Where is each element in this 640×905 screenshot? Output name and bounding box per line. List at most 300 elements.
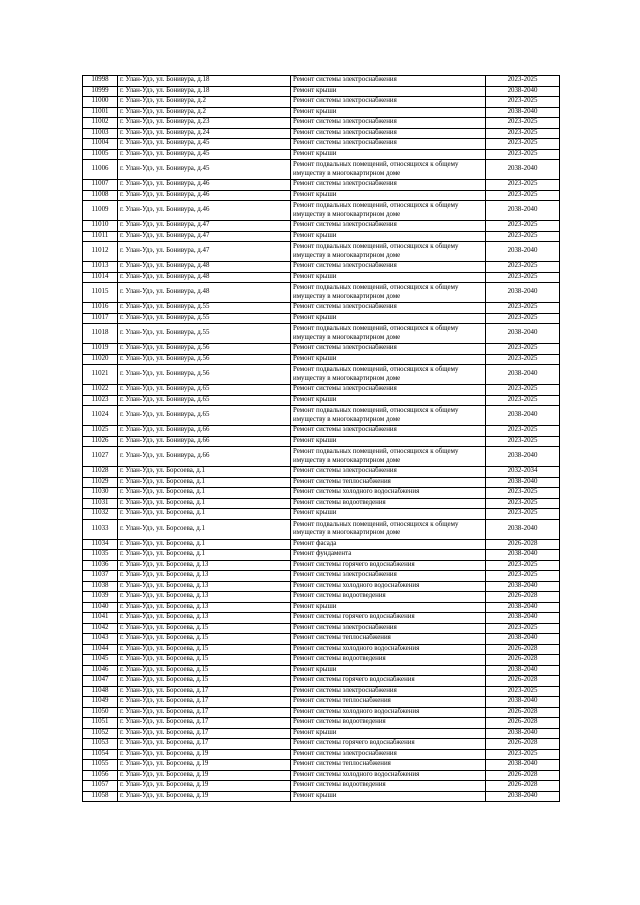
table-row: [83, 426, 560, 437]
row-period: 2038-2040: [486, 613, 560, 624]
table-row: [83, 107, 560, 118]
row-number: 11030: [83, 488, 118, 499]
row-number: 10998: [83, 76, 118, 87]
row-address: г. Улан-Удэ, ул. Борсоева, д.19: [118, 781, 291, 792]
row-period: 2023-2025: [486, 344, 560, 355]
row-period: 2026-2028: [486, 707, 560, 718]
row-period: 2023-2025: [486, 313, 560, 324]
row-number: 11015: [83, 283, 118, 303]
row-number: 11005: [83, 149, 118, 160]
row-address: г. Улан-Удэ, ул. Бонивура, д.47: [118, 242, 291, 262]
table-row: [83, 190, 560, 201]
table-row: [83, 791, 560, 802]
row-period: 2023-2025: [486, 180, 560, 191]
row-number: 11026: [83, 436, 118, 447]
row-period: 2038-2040: [486, 760, 560, 771]
table-row: [83, 406, 560, 426]
row-period: 2038-2040: [486, 447, 560, 467]
row-address: г. Улан-Удэ, ул. Бонивура, д.55: [118, 324, 291, 344]
table-row: [83, 303, 560, 314]
row-work-type: Ремонт крыши: [291, 602, 486, 613]
row-period: 2023-2025: [486, 190, 560, 201]
table-row: [83, 739, 560, 750]
row-work-type: Ремонт системы горячего водоснабжения: [291, 739, 486, 750]
row-address: г. Улан-Удэ, ул. Борсоева, д.1: [118, 519, 291, 539]
row-period: 2023-2025: [486, 560, 560, 571]
row-period: 2038-2040: [486, 697, 560, 708]
row-address: г. Улан-Удэ, ул. Бонивура, д.46: [118, 180, 291, 191]
table-row: [83, 498, 560, 509]
table-row: [83, 180, 560, 191]
row-work-type: Ремонт подвальных помещений, относящихся к общему имуществу в многоквартирном доме: [291, 365, 486, 385]
row-address: г. Улан-Удэ, ул. Бонивура, д.56: [118, 344, 291, 355]
row-number: 11051: [83, 718, 118, 729]
row-number: 11007: [83, 180, 118, 191]
row-number: 11000: [83, 97, 118, 108]
row-work-type: Ремонт системы холодного водоснабжения: [291, 707, 486, 718]
table-row: [83, 242, 560, 262]
table-row: [83, 602, 560, 613]
row-address: г. Улан-Удэ, ул. Борсоева, д.1: [118, 498, 291, 509]
row-address: г. Улан-Удэ, ул. Борсоева, д.1: [118, 467, 291, 478]
table-row: [83, 149, 560, 160]
row-address: г. Улан-Удэ, ул. Борсоева, д.15: [118, 623, 291, 634]
row-work-type: Ремонт крыши: [291, 231, 486, 242]
row-work-type: Ремонт системы электроснабжения: [291, 571, 486, 582]
row-period: 2023-2025: [486, 97, 560, 108]
row-work-type: Ремонт крыши: [291, 272, 486, 283]
row-period: 2023-2025: [486, 498, 560, 509]
row-address: г. Улан-Удэ, ул. Бонивура, д.66: [118, 436, 291, 447]
table-row: [83, 781, 560, 792]
row-period: 2038-2040: [486, 242, 560, 262]
table-row: [83, 201, 560, 221]
row-period: 2026-2028: [486, 781, 560, 792]
row-work-type: Ремонт подвальных помещений, относящихся к общему имуществу в многоквартирном доме: [291, 283, 486, 303]
row-work-type: Ремонт крыши: [291, 190, 486, 201]
row-work-type: Ремонт крыши: [291, 86, 486, 97]
row-number: 11003: [83, 128, 118, 139]
row-period: 2023-2025: [486, 149, 560, 160]
row-period: 2026-2028: [486, 655, 560, 666]
row-period: 2023-2025: [486, 221, 560, 232]
row-number: 11044: [83, 644, 118, 655]
row-period: 2026-2028: [486, 676, 560, 687]
table-row: [83, 488, 560, 499]
row-work-type: Ремонт системы водоотведения: [291, 781, 486, 792]
row-work-type: Ремонт системы теплоснабжения: [291, 634, 486, 645]
row-work-type: Ремонт системы водоотведения: [291, 592, 486, 603]
row-period: 2038-2040: [486, 477, 560, 488]
row-address: г. Улан-Удэ, ул. Борсоева, д.13: [118, 571, 291, 582]
row-number: 11029: [83, 477, 118, 488]
row-number: 11043: [83, 634, 118, 645]
row-work-type: Ремонт крыши: [291, 354, 486, 365]
row-address: г. Улан-Удэ, ул. Бонивура, д.48: [118, 283, 291, 303]
table-row: [83, 467, 560, 478]
table-row: [83, 477, 560, 488]
row-number: 11040: [83, 602, 118, 613]
table-row: [83, 283, 560, 303]
table-row: [83, 519, 560, 539]
row-work-type: Ремонт подвальных помещений, относящихся к общему имуществу в многоквартирном доме: [291, 406, 486, 426]
row-number: 11025: [83, 426, 118, 437]
row-period: 2023-2025: [486, 231, 560, 242]
row-period: 2038-2040: [486, 201, 560, 221]
table-row: [83, 365, 560, 385]
table-row: [83, 634, 560, 645]
row-work-type: Ремонт подвальных помещений, относящихся к общему имуществу в многоквартирном доме: [291, 447, 486, 467]
row-work-type: Ремонт подвальных помещений, относящихся к общему имуществу в многоквартирном доме: [291, 242, 486, 262]
row-number: 11023: [83, 395, 118, 406]
row-address: г. Улан-Удэ, ул. Бонивура, д.45: [118, 160, 291, 180]
row-address: г. Улан-Удэ, ул. Бонивура, д.18: [118, 86, 291, 97]
table-row: [83, 436, 560, 447]
table-body: [83, 76, 560, 802]
row-period: 2038-2040: [486, 581, 560, 592]
row-work-type: Ремонт системы электроснабжения: [291, 623, 486, 634]
row-number: 11058: [83, 791, 118, 802]
row-address: г. Улан-Удэ, ул. Бонивура, д.65: [118, 385, 291, 396]
row-period: 2038-2040: [486, 86, 560, 97]
row-number: 11037: [83, 571, 118, 582]
row-address: г. Улан-Удэ, ул. Борсоева, д.17: [118, 697, 291, 708]
row-address: г. Улан-Удэ, ул. Борсоева, д.13: [118, 581, 291, 592]
row-address: г. Улан-Удэ, ул. Борсоева, д.19: [118, 791, 291, 802]
row-work-type: Ремонт системы электроснабжения: [291, 385, 486, 396]
row-address: г. Улан-Удэ, ул. Бонивура, д.66: [118, 447, 291, 467]
row-period: 2038-2040: [486, 324, 560, 344]
row-period: 2038-2040: [486, 365, 560, 385]
row-address: г. Улан-Удэ, ул. Борсоева, д.1: [118, 488, 291, 499]
row-address: г. Улан-Удэ, ул. Борсоева, д.1: [118, 539, 291, 550]
row-address: г. Улан-Удэ, ул. Бонивура, д.56: [118, 354, 291, 365]
table-row: [83, 385, 560, 396]
row-number: 11053: [83, 739, 118, 750]
row-number: 11048: [83, 686, 118, 697]
row-period: 2038-2040: [486, 634, 560, 645]
row-address: г. Улан-Удэ, ул. Бонивура, д.47: [118, 221, 291, 232]
row-address: г. Улан-Удэ, ул. Бонивура, д.47: [118, 231, 291, 242]
row-number: 11047: [83, 676, 118, 687]
table-row: [83, 644, 560, 655]
row-period: 2038-2040: [486, 283, 560, 303]
row-address: г. Улан-Удэ, ул. Бонивура, д.56: [118, 365, 291, 385]
table-row: [83, 560, 560, 571]
row-work-type: Ремонт подвальных помещений, относящихся к общему имуществу в многоквартирном доме: [291, 519, 486, 539]
row-work-type: Ремонт фасада: [291, 539, 486, 550]
row-work-type: Ремонт системы электроснабжения: [291, 76, 486, 87]
row-number: 11019: [83, 344, 118, 355]
row-number: 10999: [83, 86, 118, 97]
row-number: 11014: [83, 272, 118, 283]
row-period: 2023-2025: [486, 749, 560, 760]
row-work-type: Ремонт подвальных помещений, относящихся к общему имуществу в многоквартирном доме: [291, 324, 486, 344]
row-address: г. Улан-Удэ, ул. Борсоева, д.15: [118, 634, 291, 645]
row-work-type: Ремонт системы горячего водоснабжения: [291, 560, 486, 571]
row-number: 11049: [83, 697, 118, 708]
row-number: 11038: [83, 581, 118, 592]
row-address: г. Улан-Удэ, ул. Борсоева, д.15: [118, 644, 291, 655]
table-row: [83, 760, 560, 771]
row-address: г. Улан-Удэ, ул. Бонивура, д.46: [118, 190, 291, 201]
row-address: г. Улан-Удэ, ул. Борсоева, д.17: [118, 707, 291, 718]
row-number: 11027: [83, 447, 118, 467]
row-address: г. Улан-Удэ, ул. Бонивура, д.46: [118, 201, 291, 221]
row-work-type: Ремонт подвальных помещений, относящихся к общему имуществу в многоквартирном доме: [291, 160, 486, 180]
row-address: г. Улан-Удэ, ул. Бонивура, д.24: [118, 128, 291, 139]
row-work-type: Ремонт системы электроснабжения: [291, 128, 486, 139]
row-number: 11024: [83, 406, 118, 426]
row-period: 2026-2028: [486, 770, 560, 781]
row-number: 11039: [83, 592, 118, 603]
row-period: 2032-2034: [486, 467, 560, 478]
table-row: [83, 697, 560, 708]
row-number: 11035: [83, 550, 118, 561]
row-work-type: Ремонт системы электроснабжения: [291, 97, 486, 108]
row-address: г. Улан-Удэ, ул. Борсоева, д.15: [118, 676, 291, 687]
row-period: 2023-2025: [486, 303, 560, 314]
table-row: [83, 550, 560, 561]
row-number: 11017: [83, 313, 118, 324]
row-work-type: Ремонт системы электроснабжения: [291, 426, 486, 437]
table-row: [83, 86, 560, 97]
row-address: г. Улан-Удэ, ул. Бонивура, д.48: [118, 272, 291, 283]
row-number: 11022: [83, 385, 118, 396]
row-period: 2023-2025: [486, 426, 560, 437]
row-period: 2026-2028: [486, 718, 560, 729]
row-period: 2038-2040: [486, 160, 560, 180]
row-work-type: Ремонт системы холодного водоснабжения: [291, 770, 486, 781]
row-address: г. Улан-Удэ, ул. Борсоева, д.1: [118, 477, 291, 488]
row-address: г. Улан-Удэ, ул. Борсоева, д.1: [118, 509, 291, 520]
row-address: г. Улан-Удэ, ул. Борсоева, д.19: [118, 770, 291, 781]
row-number: 11036: [83, 560, 118, 571]
row-period: 2038-2040: [486, 406, 560, 426]
row-number: 11001: [83, 107, 118, 118]
row-number: 11010: [83, 221, 118, 232]
row-period: 2023-2025: [486, 395, 560, 406]
row-period: 2038-2040: [486, 791, 560, 802]
table-row: [83, 118, 560, 129]
row-number: 11021: [83, 365, 118, 385]
row-address: г. Улан-Удэ, ул. Бонивура, д.65: [118, 406, 291, 426]
table-row: [83, 97, 560, 108]
row-number: 11018: [83, 324, 118, 344]
row-number: 11055: [83, 760, 118, 771]
table-row: [83, 128, 560, 139]
row-address: г. Улан-Удэ, ул. Бонивура, д.23: [118, 118, 291, 129]
table-row: [83, 509, 560, 520]
row-period: 2023-2025: [486, 686, 560, 697]
table-row: [83, 324, 560, 344]
row-number: 11054: [83, 749, 118, 760]
table-row: [83, 344, 560, 355]
row-number: 11020: [83, 354, 118, 365]
row-period: 2023-2025: [486, 571, 560, 582]
row-address: г. Улан-Удэ, ул. Борсоева, д.17: [118, 686, 291, 697]
row-work-type: Ремонт крыши: [291, 436, 486, 447]
row-number: 11034: [83, 539, 118, 550]
table-row: [83, 139, 560, 150]
row-period: 2023-2025: [486, 488, 560, 499]
row-number: 11041: [83, 613, 118, 624]
table-row: [83, 718, 560, 729]
row-work-type: Ремонт крыши: [291, 791, 486, 802]
row-address: г. Улан-Удэ, ул. Борсоева, д.17: [118, 728, 291, 739]
row-work-type: Ремонт системы горячего водоснабжения: [291, 676, 486, 687]
table-row: [83, 313, 560, 324]
row-address: г. Улан-Удэ, ул. Борсоева, д.13: [118, 613, 291, 624]
table-row: [83, 160, 560, 180]
table-row: [83, 262, 560, 273]
row-address: г. Улан-Удэ, ул. Бонивура, д.45: [118, 139, 291, 150]
row-address: г. Улан-Удэ, ул. Борсоева, д.19: [118, 749, 291, 760]
row-number: 11031: [83, 498, 118, 509]
row-number: 11013: [83, 262, 118, 273]
row-period: 2026-2028: [486, 539, 560, 550]
row-period: 2038-2040: [486, 665, 560, 676]
row-address: г. Улан-Удэ, ул. Бонивура, д.18: [118, 76, 291, 87]
table-row: [83, 395, 560, 406]
row-period: 2038-2040: [486, 519, 560, 539]
table-row: [83, 686, 560, 697]
table-row: [83, 272, 560, 283]
row-number: 11057: [83, 781, 118, 792]
row-number: 11009: [83, 201, 118, 221]
table-row: [83, 76, 560, 87]
table-row: [83, 707, 560, 718]
row-work-type: Ремонт системы электроснабжения: [291, 686, 486, 697]
row-work-type: Ремонт системы водоотведения: [291, 718, 486, 729]
row-address: г. Улан-Удэ, ул. Бонивура, д.55: [118, 313, 291, 324]
table-row: [83, 447, 560, 467]
table-row: [83, 539, 560, 550]
row-work-type: Ремонт системы холодного водоснабжения: [291, 644, 486, 655]
row-number: 11012: [83, 242, 118, 262]
row-number: 11052: [83, 728, 118, 739]
row-period: 2023-2025: [486, 354, 560, 365]
row-address: г. Улан-Удэ, ул. Бонивура, д.45: [118, 149, 291, 160]
row-period: 2023-2025: [486, 76, 560, 87]
row-number: 11032: [83, 509, 118, 520]
row-number: 11004: [83, 139, 118, 150]
row-work-type: Ремонт крыши: [291, 395, 486, 406]
table-row: [83, 770, 560, 781]
row-period: 2038-2040: [486, 602, 560, 613]
table-row: [83, 623, 560, 634]
row-work-type: Ремонт системы горячего водоснабжения: [291, 613, 486, 624]
row-work-type: Ремонт системы электроснабжения: [291, 139, 486, 150]
row-work-type: Ремонт системы электроснабжения: [291, 262, 486, 273]
row-period: 2026-2028: [486, 739, 560, 750]
row-period: 2023-2025: [486, 128, 560, 139]
row-number: 11006: [83, 160, 118, 180]
table-row: [83, 728, 560, 739]
row-address: г. Улан-Удэ, ул. Бонивура, д.48: [118, 262, 291, 273]
row-period: 2023-2025: [486, 139, 560, 150]
row-number: 11002: [83, 118, 118, 129]
table-row: [83, 231, 560, 242]
row-address: г. Улан-Удэ, ул. Борсоева, д.15: [118, 655, 291, 666]
row-work-type: Ремонт системы теплоснабжения: [291, 760, 486, 771]
row-address: г. Улан-Удэ, ул. Бонивура, д.66: [118, 426, 291, 437]
row-address: г. Улан-Удэ, ул. Борсоева, д.13: [118, 560, 291, 571]
table-row: [83, 221, 560, 232]
row-address: г. Улан-Удэ, ул. Борсоева, д.13: [118, 602, 291, 613]
row-work-type: Ремонт системы электроснабжения: [291, 180, 486, 191]
row-number: 11050: [83, 707, 118, 718]
row-number: 11016: [83, 303, 118, 314]
row-number: 11011: [83, 231, 118, 242]
table-row: [83, 655, 560, 666]
row-work-type: Ремонт системы электроснабжения: [291, 467, 486, 478]
row-number: 11056: [83, 770, 118, 781]
repair-schedule-table: [82, 75, 560, 802]
row-period: 2038-2040: [486, 550, 560, 561]
row-number: 11046: [83, 665, 118, 676]
row-period: 2026-2028: [486, 592, 560, 603]
row-address: г. Улан-Удэ, ул. Борсоева, д.15: [118, 665, 291, 676]
row-address: г. Улан-Удэ, ул. Бонивура, д.2: [118, 97, 291, 108]
row-number: 11033: [83, 519, 118, 539]
row-work-type: Ремонт крыши: [291, 665, 486, 676]
row-number: 11045: [83, 655, 118, 666]
row-period: 2023-2025: [486, 385, 560, 396]
row-work-type: Ремонт системы электроснабжения: [291, 221, 486, 232]
row-work-type: Ремонт системы электроснабжения: [291, 303, 486, 314]
row-address: г. Улан-Удэ, ул. Борсоева, д.19: [118, 760, 291, 771]
row-work-type: Ремонт системы холодного водоснабжения: [291, 488, 486, 499]
row-address: г. Улан-Удэ, ул. Бонивура, д.55: [118, 303, 291, 314]
table-row: [83, 676, 560, 687]
row-work-type: Ремонт системы водоотведения: [291, 655, 486, 666]
row-period: 2026-2028: [486, 644, 560, 655]
table-row: [83, 571, 560, 582]
row-address: г. Улан-Удэ, ул. Борсоева, д.17: [118, 739, 291, 750]
row-address: г. Улан-Удэ, ул. Борсоева, д.13: [118, 592, 291, 603]
row-work-type: Ремонт системы водоотведения: [291, 498, 486, 509]
row-number: 11008: [83, 190, 118, 201]
table-row: [83, 592, 560, 603]
row-work-type: Ремонт системы теплоснабжения: [291, 697, 486, 708]
row-work-type: Ремонт крыши: [291, 149, 486, 160]
row-work-type: Ремонт крыши: [291, 728, 486, 739]
row-work-type: Ремонт крыши: [291, 313, 486, 324]
table-row: [83, 354, 560, 365]
row-work-type: Ремонт системы теплоснабжения: [291, 477, 486, 488]
row-work-type: Ремонт системы электроснабжения: [291, 344, 486, 355]
row-work-type: Ремонт системы электроснабжения: [291, 749, 486, 760]
table-row: [83, 665, 560, 676]
row-work-type: Ремонт крыши: [291, 509, 486, 520]
row-address: г. Улан-Удэ, ул. Борсоева, д.1: [118, 550, 291, 561]
table-row: [83, 613, 560, 624]
row-address: г. Улан-Удэ, ул. Бонивура, д.2: [118, 107, 291, 118]
row-work-type: Ремонт крыши: [291, 107, 486, 118]
row-period: 2038-2040: [486, 107, 560, 118]
row-period: 2023-2025: [486, 623, 560, 634]
row-period: 2023-2025: [486, 272, 560, 283]
row-work-type: Ремонт фундамента: [291, 550, 486, 561]
row-work-type: Ремонт системы холодного водоснабжения: [291, 581, 486, 592]
row-address: г. Улан-Удэ, ул. Бонивура, д.65: [118, 395, 291, 406]
table-row: [83, 749, 560, 760]
row-number: 11028: [83, 467, 118, 478]
table-row: [83, 581, 560, 592]
row-address: г. Улан-Удэ, ул. Борсоева, д.17: [118, 718, 291, 729]
row-work-type: Ремонт системы электроснабжения: [291, 118, 486, 129]
